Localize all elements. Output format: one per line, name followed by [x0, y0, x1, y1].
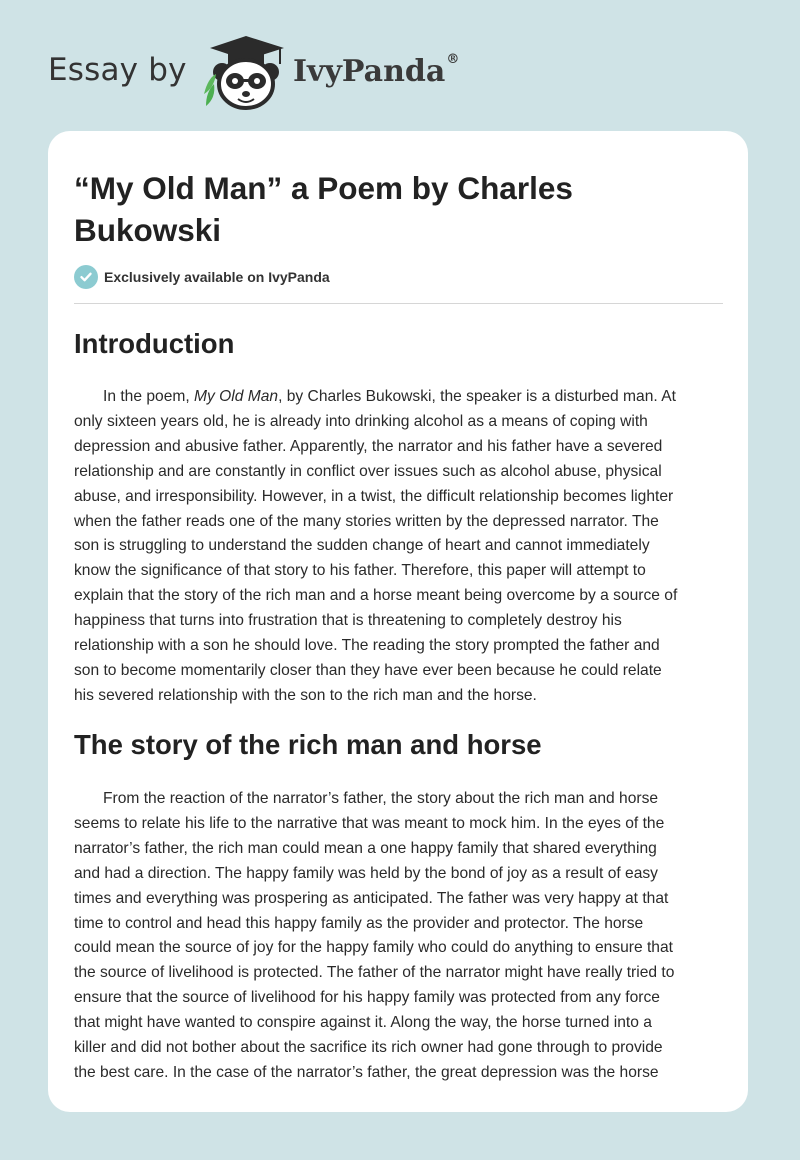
paragraph-line: abuse, and irresponsibility. However, in a twist, the difficult relationship becomes lighter — [74, 487, 674, 505]
line-segment: , by Charles Bukowski, the speaker is a disturbed man. At — [278, 388, 676, 405]
paragraph-line: narrator’s father, the rich man could mean a one happy family that shared everything — [74, 839, 657, 857]
title-line: Bukowski — [74, 212, 222, 248]
paragraph-line: son to become momentarily closer than they have ever been because he could relate — [74, 661, 662, 679]
paragraph-line: when the father reads one of the many stories written by the depressed narrator. The — [74, 512, 659, 530]
paragraph-line: times and everything was prospering as anticipated. The father was very happy at that — [74, 889, 669, 907]
paragraph-line: and had a direction. The happy family was held by the bond of joy as a result of easy — [74, 864, 658, 882]
page-title — [74, 167, 714, 251]
paragraph-line: seems to relate his life to the narrative that was meant to mock him. In the eyes of the — [74, 814, 665, 832]
paragraph-line: relationship and are constantly in conflict over issues such as alcohol abuse, physical — [74, 462, 662, 480]
paragraph-line: only sixteen years old, he is already into drinking alcohol as a means of coping with — [74, 412, 648, 430]
paragraph-line: From the reaction of the narrator’s father, the story about the rich man and horse — [103, 790, 659, 807]
exclusive-badge — [74, 264, 330, 290]
essay-card — [48, 131, 748, 1112]
paragraph-line: relationship with a son he should love. The reading the story prompted the father and — [74, 637, 660, 655]
line-segment: In the poem, — [103, 388, 195, 405]
paragraph-line: happiness that turns into frustration that is threatening to completely destroy his — [74, 612, 622, 630]
paragraph-line: killer and did not bother about the sacrifice its rich owner had gone through to provide — [74, 1039, 663, 1057]
paragraph-line: son is struggling to understand the sudden change of heart and cannot immediately — [74, 537, 650, 555]
title-line: “My Old Man” a Poem by Charles — [74, 170, 573, 206]
paragraph-line: that might have wanted to conspire against it. Along the way, the horse turned into a — [74, 1014, 652, 1032]
section-heading-introduction: Introduction — [74, 328, 235, 359]
check-circle-icon — [74, 265, 98, 289]
paragraph-line — [74, 385, 724, 410]
registered-mark: ® — [446, 52, 460, 67]
paragraph-line: depression and abusive father. Apparently, the narrator and his father have a severed — [74, 437, 663, 455]
paragraph-line: know the significance of that story to his father. Therefore, this paper will attempt to — [74, 562, 646, 580]
site-header — [0, 0, 800, 130]
divider — [74, 303, 723, 304]
paragraph-line: explain that the story of the rich man and a horse meant being overcome by a source of — [74, 587, 678, 605]
paragraph-line: ensure that the source of livelihood for his happy family was protected from any force — [74, 989, 660, 1007]
paragraph-line: the best care. In the case of the narrator’s father, the great depression was the horse — [74, 1063, 659, 1081]
paragraph-line: could mean the source of joy for the happy family who could do anything to ensure that — [74, 939, 673, 957]
section-heading-rich-man-horse: The story of the rich man and horse — [74, 729, 542, 760]
brand-name-text: IvyPanda — [293, 54, 446, 89]
poem-title-italic: My Old Man — [194, 388, 279, 405]
rich-man-horse-paragraph — [74, 787, 724, 1086]
brand-name[interactable] — [293, 54, 459, 89]
brand-prefix: Essay by — [48, 52, 187, 88]
introduction-paragraph — [74, 385, 724, 709]
paragraph-line: the source of livelihood is protected. The father of the narrator might have really tried to — [74, 964, 675, 982]
paragraph-line: his severed relationship with the son to the rich man and the horse. — [74, 686, 537, 704]
badge-label: Exclusively available on IvyPanda — [104, 269, 330, 285]
paragraph-line: time to control and head this happy family as the provider and protector. The horse — [74, 914, 644, 932]
panda-graduate-icon[interactable] — [200, 34, 292, 110]
